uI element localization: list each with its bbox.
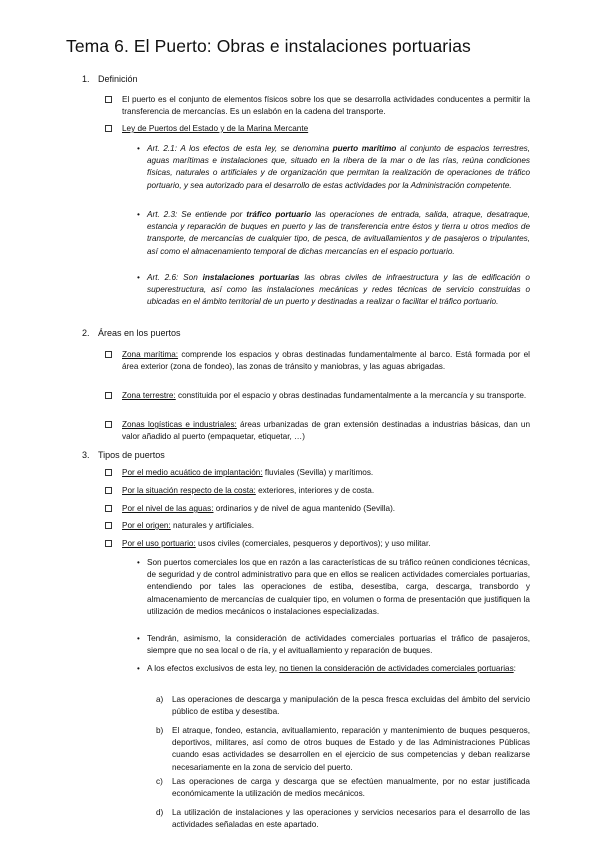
section-heading-2 [82,328,181,338]
item-letter: d) [156,808,164,817]
use-text: Son puertos comerciales los que en razón a las características de su tráfico reúnen condiciones técnicas, de seguridad y de control administrativo para que en ellos se realicen actividades comerciales portuarias, entendiendo por tales las operaciones de estiba, desestiba, carga, descarga, transbordo y almacenamiento de mercancías de cualquier tipo, en volumen o forma de presentación que justifiquen la utilización de medios mecánicos o instalaciones especializadas. [147,558,530,616]
zone-label: Zona terrestre: [122,391,176,400]
section-number: 1. [82,74,90,84]
law-title: Ley de Puertos del Estado y de la Marina Mercante [122,124,309,133]
list-item [122,485,530,497]
bullet-icon: • [137,144,140,153]
list-item [122,520,530,532]
type-text: fluviales (Sevilla) y marítimos. [262,468,374,477]
item-text: Las operaciones de descarga y manipulación de la pesca fresca excluidas del ámbito del servicio público de estiba y desestiba. [172,695,530,717]
section-heading-3 [82,450,165,460]
square-bullet-icon [105,351,112,358]
zone-text: áreas urbanizadas de gran extensión destinadas a industrias básicas, dan un valor añadido al puerto (empaquetar, etiquetar, …) [122,420,531,442]
zone-label: Zona marítima: [122,350,179,359]
page-title: Tema 6. El Puerto: Obras e instalaciones portuarias [66,36,471,56]
square-bullet-icon [105,96,112,103]
use-text: : [513,664,516,673]
list-item [122,349,530,373]
type-text: usos civiles (comerciales, pesqueros y deportivos); y uso militar. [195,539,431,548]
zone-label: Zonas logísticas e industriales: [122,420,237,429]
section-title: Áreas en los puertos [98,328,181,338]
lettered-item [156,694,530,718]
article-text: las operaciones de entrada, salida, atraque, desatraque, estancia y reparación de buques en puerto y las de transferencia entre éstos y tierra u otros medios de transporte, de mercancías de cualquier tipo, de pesca, de avituallamientos y de pasajeros o tripulantes, así como el almacenamiento temporal de dichas mercancías en el espacio portuario. [147,210,531,256]
type-text: exteriores, interiores y de costa. [255,486,375,495]
use-text: Tendrán, asimismo, la consideración de actividades comerciales portuarias el tráfico de pasajeros, siempre que no sea local o de ría, y el avituallamiento y reparación de buques. [147,634,530,656]
item-text: Las operaciones de carga y descarga que se efectúen manualmente, por no estar justificada económicamente la utilización de medios mecánicos. [172,777,530,799]
use-item [137,557,530,618]
lettered-item [156,807,530,831]
article-prefix: Art. 2.6: Son [147,273,203,282]
item-letter: c) [156,777,163,786]
use-text: A los efectos exclusivos de esta ley, [147,664,280,673]
bullet-icon: • [137,273,140,282]
type-label: Por el origen: [122,521,171,530]
square-bullet-icon [105,505,112,512]
type-text: naturales y artificiales. [170,521,254,530]
item-text: El atraque, fondeo, estancia, avituallamiento, reparación y mantenimiento de buques pesqueros, deportivos, militares, así como de otros buques de Estado y de las Administraciones Públicas cuando esas actividades se desarrollen en el ejercicio de sus competencias y deban realizarse necesariamente en la zona de servicio del puerto. [172,726,530,772]
zone-text: constituida por el espacio y obras destinadas fundamentalmente a la mercancía y su transporte. [175,391,527,400]
article-term: puerto marítimo [332,144,397,153]
article-text: al conjunto de espacios terrestres, aguas marítimas e instalaciones que, situado en la ribera de la mar o de las rías, reúna condiciones físicas, naturales o artificiales y de organización que permitan la realización de operaciones de tráfico portuario, y sea autorizado para el desarrollo de estas actividades por la Administración competente. [147,144,530,190]
type-text: ordinarios y de nivel de agua mantenido (Sevilla). [213,504,396,513]
bullet-icon: • [137,210,140,219]
bullet-icon: • [137,558,140,567]
article-term: tráfico portuario [246,210,312,219]
list-item [122,503,530,515]
lettered-item [156,725,530,774]
definition-text: El puerto es el conjunto de elementos físicos sobre los que se desarrolla actividades conducentes a permitir la transferencia de mercancías. Es un eslabón en la cadena del transporte. [122,95,530,117]
item-text: La utilización de instalaciones y las operaciones y servicios necesarios para el desarrollo de las actividades señaladas en este apartado. [172,808,530,830]
list-item [122,467,530,479]
article-item [137,272,530,309]
bullet-icon: • [137,634,140,643]
article-item [137,209,531,258]
square-bullet-icon [105,469,112,476]
square-bullet-icon [105,421,112,428]
list-item [122,390,530,402]
section-number: 3. [82,450,90,460]
bullet-icon: • [137,664,140,673]
square-bullet-icon [105,125,112,132]
section-heading-1 [82,74,138,84]
type-label: Por el medio acuático de implantación: [122,468,263,477]
list-item [122,419,530,443]
section-title: Definición [98,74,138,84]
item-letter: b) [156,726,164,735]
use-underlined-text: no tienen la consideración de actividades comerciales portuarias [279,664,514,673]
square-bullet-icon [105,487,112,494]
square-bullet-icon [105,392,112,399]
square-bullet-icon [105,540,112,547]
article-prefix: Art. 2.1: A los efectos de esta ley, se denomina [147,144,333,153]
type-label: Por el uso portuario: [122,539,196,548]
zone-text: comprende los espacios y obras destinadas fundamentalmente al barco. Está formada por el área exterior (zona de fondeo), las zonas de tránsito y maniobras, y las aguas abrigadas. [122,350,530,372]
list-item [122,94,530,118]
article-term: instalaciones portuarias [202,273,300,282]
item-letter: a) [156,695,164,704]
list-item [122,123,530,135]
section-title: Tipos de puertos [98,450,165,460]
article-text: las obras civiles de infraestructura y las de edificación o superestructura, así como las instalaciones mecánicas y redes técnicas de servicio construidas o ubicadas en el ámbito territorial de un puerto y destinadas a realizar o facilitar el tráfico portuario. [147,273,530,307]
section-number: 2. [82,328,90,338]
square-bullet-icon [105,522,112,529]
type-label: Por el nivel de las aguas: [122,504,214,513]
use-item [137,663,530,675]
article-prefix: Art. 2.3: Se entiende por [147,210,247,219]
type-label: Por la situación respecto de la costa: [122,486,256,495]
list-item [122,538,530,550]
lettered-item [156,776,530,800]
article-item [137,143,530,192]
use-item [137,633,530,657]
